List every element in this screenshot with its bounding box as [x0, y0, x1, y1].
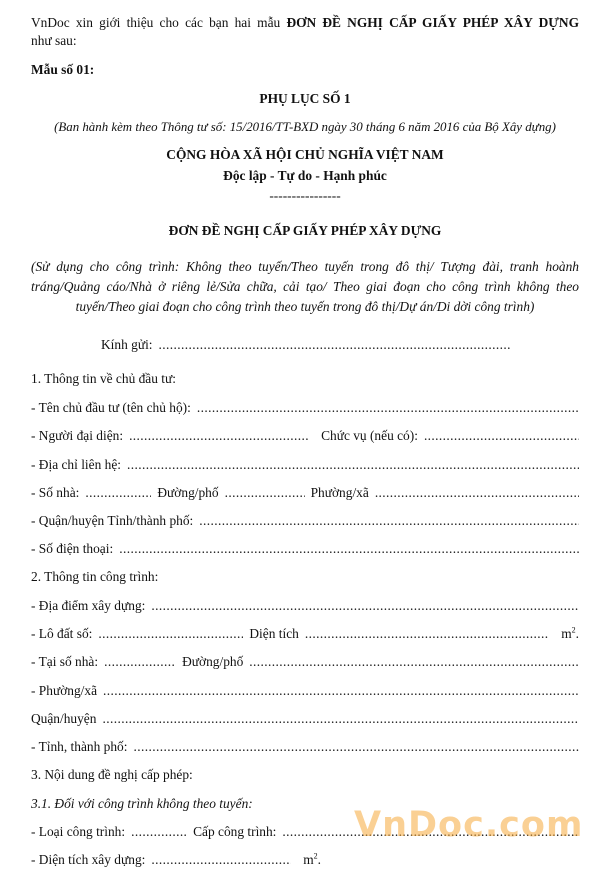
section2-title: 2. Thông tin công trình:	[31, 569, 159, 584]
house-no-dots[interactable]	[85, 485, 151, 501]
usage-note-line-2: tráng/Quảng cáo/Nhà ở riêng lẻ/Sửa chữa, cải tạo/ Theo giai đoạn cho công trình không theo	[31, 279, 579, 294]
contact-address-label: - Địa chỉ liên hệ:	[31, 457, 121, 472]
area-dots[interactable]	[305, 626, 549, 642]
address-row	[31, 485, 579, 501]
at-house-no-label: - Tại số nhà:	[31, 654, 99, 669]
position-label: Chức vụ (nếu có):	[321, 428, 418, 443]
phone-dots[interactable]	[119, 541, 579, 557]
contact-address-field[interactable]	[31, 457, 579, 473]
province-label: - Tỉnh, thành phố:	[31, 739, 128, 754]
usage-note-line-1: (Sử dụng cho công trình: Không theo tuyến/Theo tuyến trong đô thị/ Tượng đài, tranh hoành	[31, 259, 579, 274]
province-field[interactable]	[31, 739, 579, 755]
build-area-dots[interactable]	[151, 852, 291, 868]
lot-area-row	[31, 626, 579, 642]
district-city-dots[interactable]	[199, 513, 579, 529]
area-label: Diện tích	[249, 626, 299, 641]
owner-field[interactable]	[31, 400, 579, 416]
nation-title: CỘNG HÒA XÃ HỘI CHỦ NGHĨA VIỆT NAM	[166, 147, 444, 162]
contact-address-dots[interactable]	[127, 457, 579, 473]
representative-row	[31, 428, 579, 444]
build-area-row	[31, 852, 321, 868]
intro-line	[31, 15, 579, 31]
intro-bold-title: ĐƠN ĐỀ NGHỊ CẤP GIẤY PHÉP XÂY DỰNG	[286, 15, 579, 30]
section1-title: 1. Thông tin về chủ đầu tư:	[31, 371, 176, 386]
at-house-row	[31, 654, 579, 670]
build-area-unit: $m^2$.	[303, 851, 321, 867]
ward2-label: - Phường/xã	[31, 683, 98, 698]
section3-title: 3. Nội dung đề nghị cấp phép:	[31, 767, 193, 782]
lot-dots[interactable]	[98, 626, 243, 642]
intro-suffix: như sau:	[31, 33, 77, 48]
motto: Độc lập - Tự do - Hạnh phúc	[223, 168, 387, 183]
usage-note-line-3: tuyến/Theo giai đoạn cho công trình theo tuyến trong đô thị/Dự án/Di dời công trình)	[75, 299, 535, 314]
divider: ----------------	[269, 188, 341, 203]
ward2-dots[interactable]	[103, 683, 579, 699]
ward-dots[interactable]	[375, 485, 579, 501]
grade-label: Cấp công trình:	[193, 824, 277, 839]
ward-label: Phường/xã	[310, 485, 369, 500]
appendix-title: PHỤ LỤC SỐ 1	[259, 91, 351, 106]
house-no-label: - Số nhà:	[31, 485, 80, 500]
representative-dots[interactable]	[129, 428, 309, 444]
district2-dots[interactable]	[102, 711, 579, 727]
representative-label: - Người đại diện:	[31, 428, 124, 443]
section3-sub1: 3.1. Đối với công trình không theo tuyến:	[31, 796, 253, 811]
position-dots[interactable]	[424, 428, 579, 444]
lot-label: - Lô đất số:	[31, 626, 93, 641]
build-area-label: - Diện tích xây dựng:	[31, 852, 146, 867]
location-dots[interactable]	[151, 598, 579, 614]
street-label: Đường/phố	[157, 485, 219, 500]
district2-field[interactable]	[31, 711, 579, 727]
street2-label: Đường/phố	[182, 654, 244, 669]
location-label: - Địa điểm xây dựng:	[31, 598, 146, 613]
vndoc-watermark-logo: VnDoc.com	[354, 805, 584, 845]
location-field[interactable]	[31, 598, 579, 614]
district-city-field[interactable]	[31, 513, 579, 529]
intro-prefix: VnDoc xin giới thiệu cho các bạn hai mẫu	[31, 15, 281, 30]
at-house-no-dots[interactable]	[104, 654, 176, 670]
province-dots[interactable]	[133, 739, 579, 755]
type-dots[interactable]	[131, 824, 187, 840]
district2-label: Quận/huyện	[31, 711, 97, 726]
phone-label: - Số điện thoại:	[31, 541, 114, 556]
sample-label: Mẫu số 01:	[31, 62, 95, 77]
recipient-dots[interactable]	[159, 337, 511, 353]
recipient-field[interactable]	[101, 337, 511, 353]
street2-dots[interactable]	[249, 654, 579, 670]
recipient-label: Kính gửi:	[101, 337, 153, 352]
appendix-note: (Ban hành kèm theo Thông tư số: 15/2016/TT-BXD ngày 30 tháng 6 năm 2016 của Bộ Xây dựng)	[54, 120, 556, 134]
form-title: ĐƠN ĐỀ NGHỊ CẤP GIẤY PHÉP XÂY DỰNG	[168, 223, 442, 238]
type-label: - Loại công trình:	[31, 824, 126, 839]
area-unit: $m^2$.	[561, 625, 579, 641]
owner-dots[interactable]	[197, 400, 579, 416]
district-city-label: - Quận/huyện Tỉnh/thành phố:	[31, 513, 194, 528]
ward2-field[interactable]	[31, 683, 579, 699]
owner-label: - Tên chủ đầu tư (tên chủ hộ):	[31, 400, 191, 415]
street-dots[interactable]	[225, 485, 305, 501]
phone-field[interactable]	[31, 541, 579, 557]
